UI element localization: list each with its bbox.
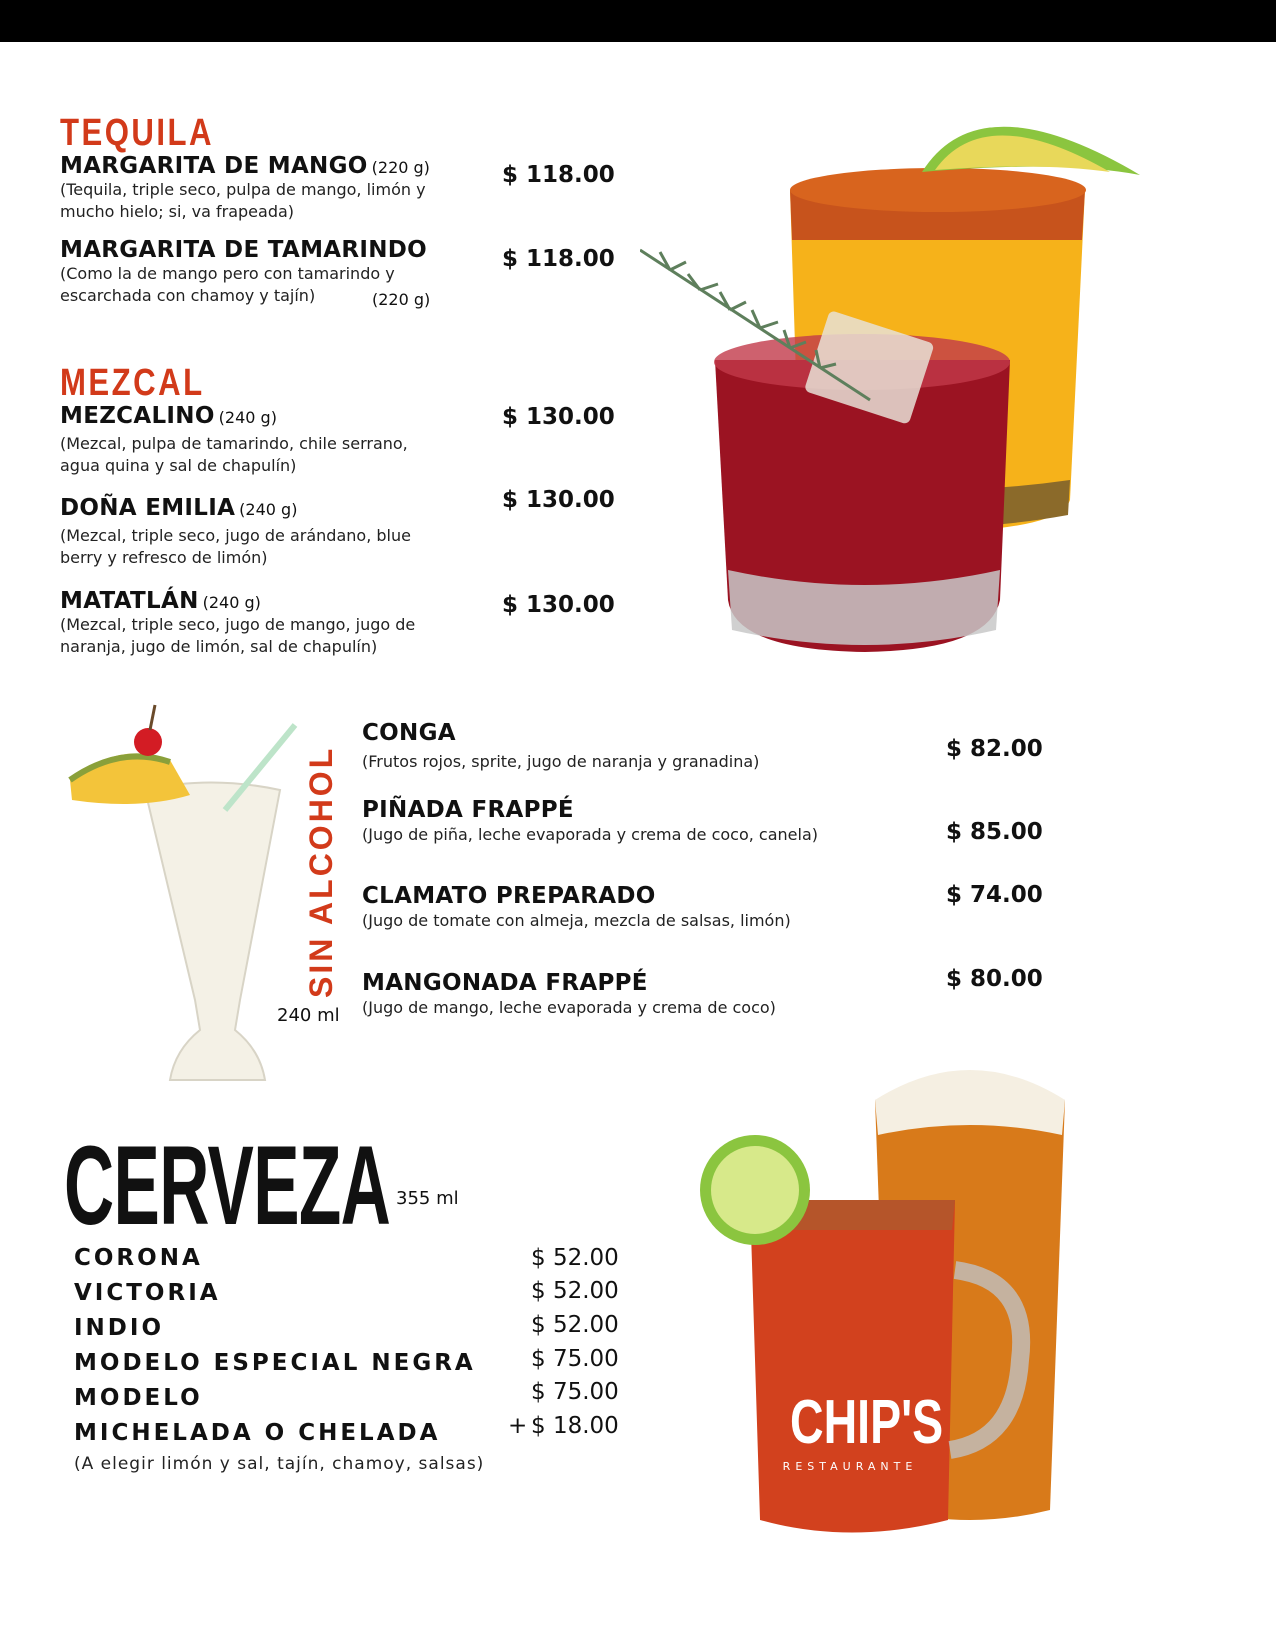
tequila-title: TEQUILA (60, 112, 214, 154)
lime-slice-icon (922, 127, 1140, 175)
beer-name: MODELO (74, 1385, 203, 1411)
sin-alcohol-volume: 240 ml (277, 1005, 340, 1026)
item-weight: (240 g) (239, 500, 298, 519)
top-bar (0, 0, 1276, 42)
item-description: (Mezcal, triple seco, jugo de arándano, blue berry y refresco de limón) (60, 526, 411, 567)
item-name: MARGARITA DE TAMARINDO (60, 237, 428, 263)
cerveza-title: CERVEZA (64, 1123, 391, 1248)
lime-slice-icon (700, 1135, 810, 1245)
beer-name: INDIO (74, 1315, 165, 1341)
logo-name: CHIP'S (790, 1388, 944, 1457)
item-price: $ 130.00 (502, 487, 615, 513)
item-price: $ 82.00 (946, 736, 1043, 762)
beer-price: $ 75.00 (531, 1346, 619, 1372)
beer-price: $ 52.00 (531, 1278, 619, 1304)
menu-item-conga (362, 720, 759, 771)
item-weight: (240 g) (202, 593, 261, 612)
pina-colada-photo (60, 700, 310, 1090)
mezcal-title: MEZCAL (60, 362, 205, 404)
item-description: (Mezcal, triple seco, jugo de mango, jugo de naranja, jugo de limón, sal de chapulín) (60, 615, 416, 656)
tall-glass-icon (145, 783, 280, 1081)
item-name: CLAMATO PREPARADO (362, 883, 656, 909)
beer-price: $ 52.00 (531, 1312, 619, 1338)
item-description: (Frutos rojos, sprite, jugo de naranja y granadina) (362, 752, 760, 771)
cocktails-photo (640, 100, 1160, 660)
menu-item-pinada-frappe (362, 797, 818, 844)
red-cocktail-glass (714, 310, 1010, 652)
beer-price: $ 18.00 (531, 1413, 619, 1439)
item-description: (Jugo de tomate con almeja, mezcla de salsas, limón) (362, 911, 791, 930)
item-price: $ 130.00 (502, 592, 615, 618)
item-name: CONGA (362, 720, 456, 746)
cerveza-volume: 355 ml (396, 1188, 459, 1209)
item-name: MANGONADA FRAPPÉ (362, 970, 648, 996)
beer-price-prefix: + (508, 1413, 528, 1439)
item-description: (Jugo de mango, leche evaporada y crema de coco) (362, 998, 776, 1017)
beer-name: VICTORIA (74, 1280, 221, 1306)
item-name: MEZCALINO (60, 403, 215, 429)
logo (770, 1388, 944, 1473)
item-price: $ 85.00 (946, 819, 1043, 845)
logo-subtitle: RESTAURANTE (782, 1460, 918, 1473)
item-price: $ 118.00 (502, 162, 615, 188)
beer-name: CORONA (74, 1245, 203, 1271)
menu-item-matatlan (60, 588, 430, 658)
item-price: $ 74.00 (946, 882, 1043, 908)
menu-item-mezcalino (60, 403, 420, 477)
item-description: (Jugo de piña, leche evaporada y crema de coco, canela) (362, 825, 818, 844)
pineapple-slice-icon (70, 753, 190, 804)
item-name: PIÑADA FRAPPÉ (362, 797, 574, 823)
michelada-note: (A elegir limón y sal, tajín, chamoy, salsas) (74, 1454, 485, 1474)
beer-price: $ 75.00 (531, 1379, 619, 1405)
item-weight: (220 g) (371, 158, 430, 177)
beer-photo (690, 1040, 1090, 1550)
item-description: (Mezcal, pulpa de tamarindo, chile serrano, agua quina y sal de chapulín) (60, 434, 408, 475)
menu-item-mangonada-frappe (362, 970, 776, 1017)
item-name: DOÑA EMILIA (60, 495, 236, 521)
item-name: MARGARITA DE MANGO (60, 153, 368, 179)
item-weight: (240 g) (218, 408, 277, 427)
item-name: MATATLÁN (60, 588, 199, 614)
beer-name: MODELO ESPECIAL NEGRA (74, 1350, 476, 1376)
menu-item-clamato-preparado (362, 883, 791, 930)
menu-item-margarita-mango (60, 153, 430, 223)
beer-price: $ 52.00 (531, 1245, 619, 1271)
item-description: (Como la de mango pero con tamarindo y escarchada con chamoy y tajín) (60, 264, 395, 305)
item-price: $ 130.00 (502, 404, 615, 430)
beer-name: MICHELADA O CHELADA (74, 1420, 441, 1446)
sin-alcohol-title: SIN ALCOHOL (303, 745, 339, 998)
item-price: $ 118.00 (502, 246, 615, 272)
cherry-icon (134, 705, 162, 756)
item-description: (Tequila, triple seco, pulpa de mango, limón y mucho hielo; si, va frapeada) (60, 180, 426, 221)
item-price: $ 80.00 (946, 966, 1043, 992)
item-weight: (220 g) (372, 290, 431, 309)
menu-item-dona-emilia (60, 495, 420, 569)
